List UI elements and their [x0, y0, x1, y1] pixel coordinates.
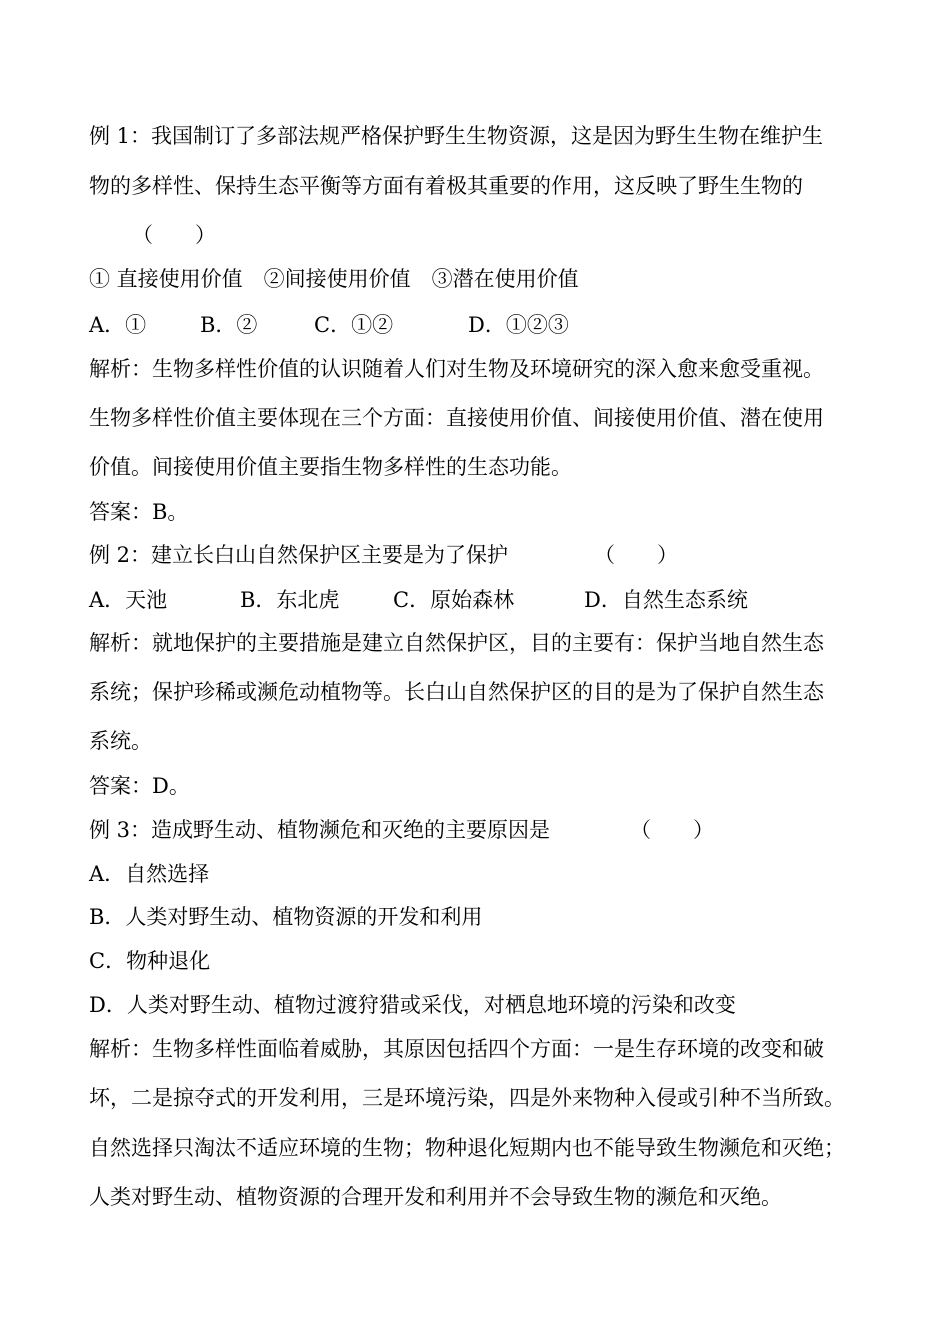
- ex2-options: [89, 586, 789, 754]
- ex3-analysis-line-3: 自然选择只淘汰不适应环境的生物；物种退化短期内也不能导致生物濒危和灭绝；: [89, 1136, 845, 1160]
- ex3-question: 例 3：造成野生动、植物濒危和灭绝的主要原因是: [89, 818, 551, 842]
- ex2-option-d: D．自然生态系统: [584, 588, 748, 612]
- ex2-option-a: A．天池: [89, 588, 168, 612]
- ex2-question: 例 2：建立长白山自然保护区主要是为了保护: [89, 543, 509, 567]
- ex1-option-c: C．①②: [314, 313, 394, 337]
- ex2-answer-parentheses: （ ）: [594, 543, 678, 567]
- ex2-answer: 答案：D。: [89, 774, 190, 798]
- ex1-statements: ① 直接使用价值 ②间接使用价值 ③潜在使用价值: [89, 267, 579, 291]
- ex2-analysis-line-2: 系统；保护珍稀或濒危动植物等。长白山自然保护区的目的是为了保护自然生态: [89, 680, 824, 704]
- ex1-option-d: D．①②③: [468, 313, 569, 337]
- ex1-option-a: A．①: [89, 313, 147, 337]
- ex3-option-a: A．自然选择: [89, 862, 210, 886]
- ex1-option-b: B．②: [200, 313, 258, 337]
- ex2-option-b: B．东北虎: [240, 588, 340, 612]
- ex1-answer: 答案：B。: [89, 500, 189, 524]
- ex1-analysis-line-3: 价值。间接使用价值主要指生物多样性的生态功能。: [89, 455, 572, 479]
- ex2-analysis-line-3: 系统。: [89, 729, 152, 753]
- ex3-analysis-line-2: 坏，二是掠夺式的开发利用，三是环境污染，四是外来物种入侵或引种不当所致。: [89, 1086, 845, 1110]
- ex1-analysis-line-1: 解析：生物多样性价值的认识随着人们对生物及环境研究的深入愈来愈受重视。: [89, 357, 824, 381]
- ex3-option-c: C．物种退化: [89, 949, 211, 973]
- ex2-analysis-line-1: 解析：就地保护的主要措施是建立自然保护区，目的主要有：保护当地自然生态: [89, 631, 824, 655]
- ex3-answer-parentheses: （ ）: [630, 818, 714, 842]
- ex1-question-line-1: 例 1：我国制订了多部法规严格保护野生生物资源，这是因为野生生物在维护生: [89, 124, 824, 148]
- ex1-analysis-line-2: 生物多样性价值主要体现在三个方面：直接使用价值、间接使用价值、潜在使用: [89, 406, 824, 430]
- ex1-question-line-2: 物的多样性、保持生态平衡等方面有着极其重要的作用，这反映了野生生物的: [89, 174, 803, 198]
- ex3-analysis-line-4: 人类对野生动、植物资源的合理开发和利用并不会导致生物的濒危和灭绝。: [89, 1185, 782, 1209]
- ex3-option-b: B．人类对野生动、植物资源的开发和利用: [89, 905, 483, 929]
- ex2-option-c: C．原始森林: [393, 588, 515, 612]
- ex1-answer-parentheses: （ ）: [132, 223, 216, 247]
- ex3-analysis-line-1: 解析：生物多样性面临着威胁，其原因包括四个方面：一是生存环境的改变和破: [89, 1037, 824, 1061]
- ex3-option-d: D．人类对野生动、植物过渡狩猎或采伐，对栖息地环境的污染和改变: [89, 993, 736, 1017]
